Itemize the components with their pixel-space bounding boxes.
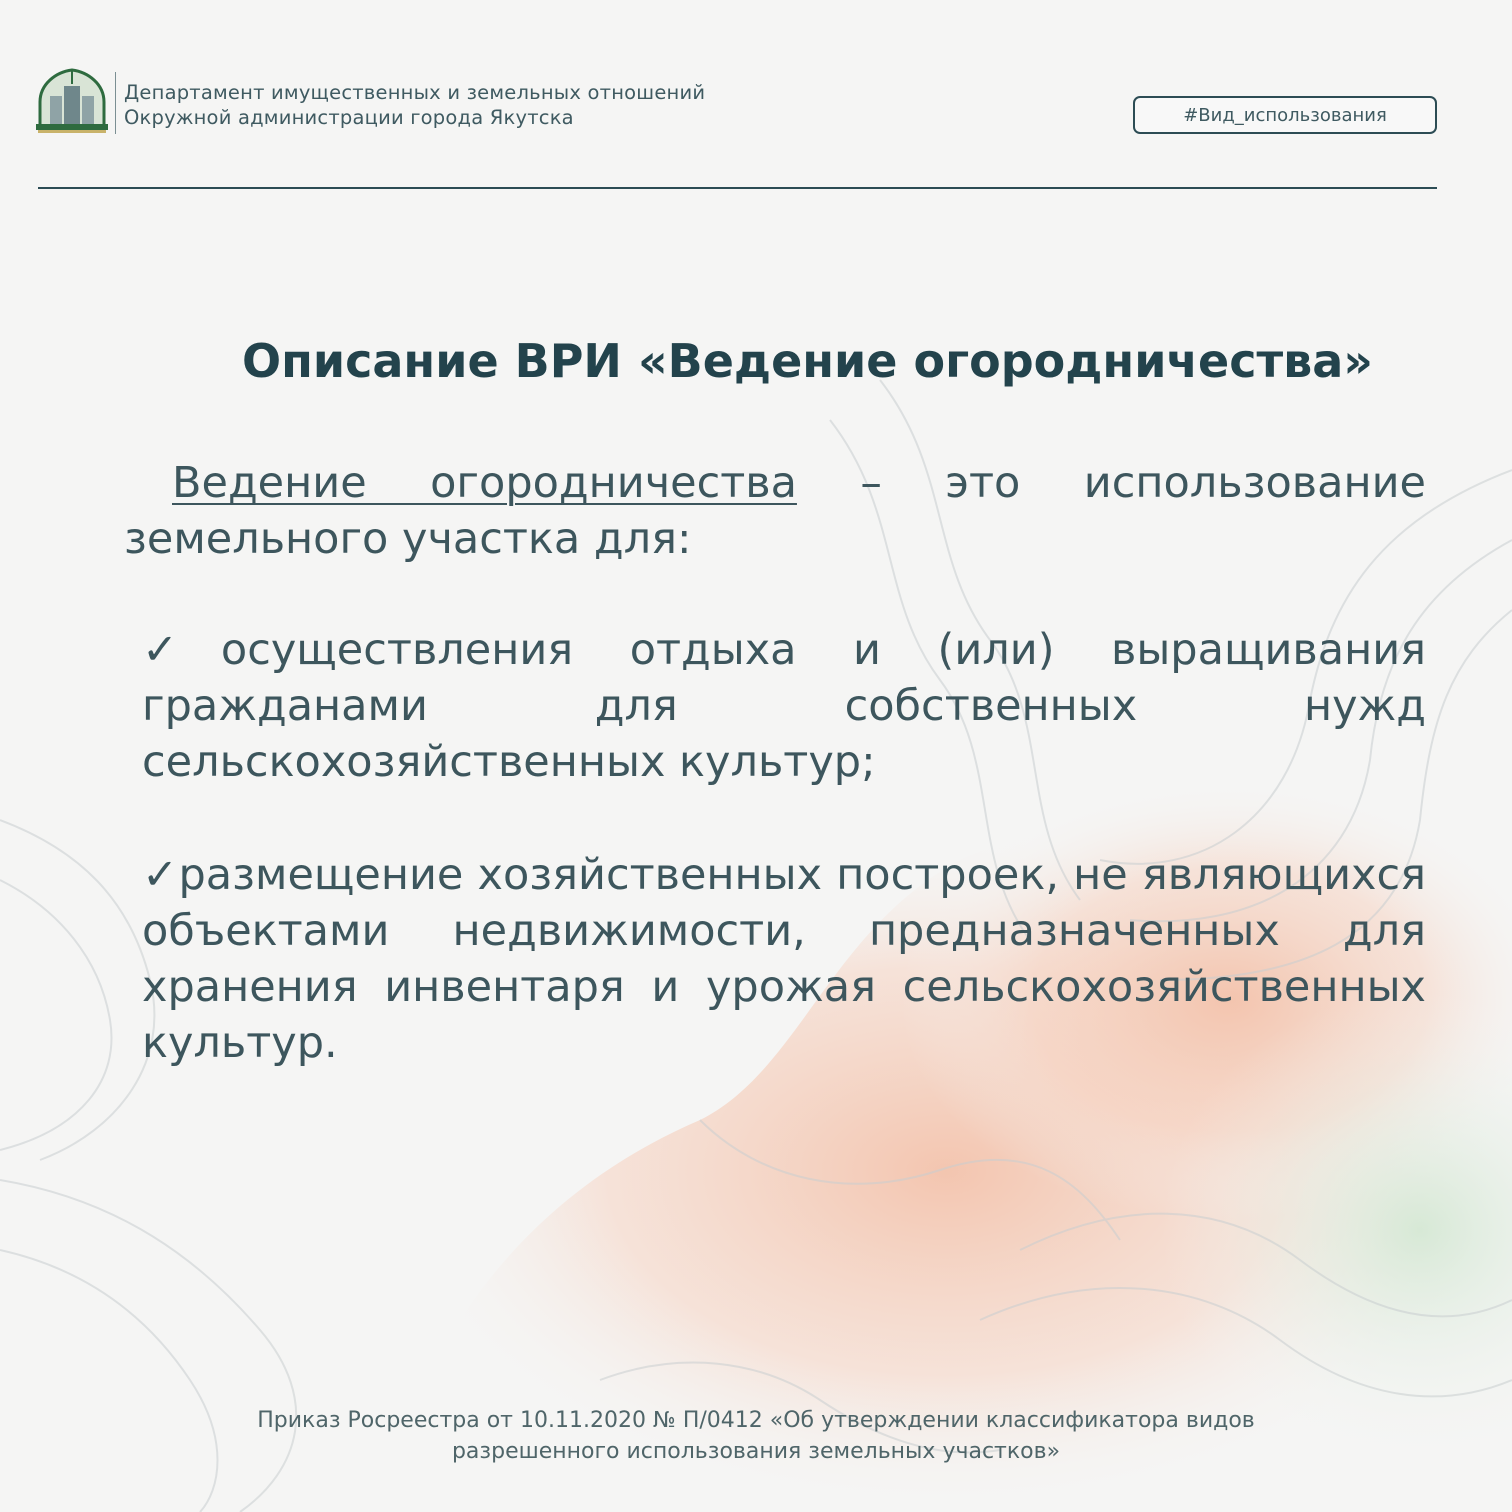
logo-divider [115, 72, 116, 134]
page-title: Описание ВРИ «Ведение огородничества» [242, 334, 1373, 388]
hashtag-badge: #Вид_использования [1133, 96, 1437, 134]
list-item [142, 847, 1426, 1071]
checkmark-icon: ✓ [142, 850, 179, 900]
footer-source-note [0, 1405, 1512, 1467]
list-item-text: осуществления отдыха и (или) выращивания гражданами для собственных нужд сельскохозяйственных культур; [142, 625, 1427, 787]
intro-rest: – это использование земельного участка для: [124, 458, 1426, 564]
checkmark-icon: ✓ [142, 625, 221, 675]
list-item-text: размещение хозяйственных построек, не являющихся объектами недвижимости, предназначенных для хранения инвентаря и урожая сельскохозяйственных культур. [142, 850, 1426, 1068]
header-divider [38, 187, 1437, 189]
department-name [124, 80, 705, 130]
footer-line1: Приказ Росреестра от 10.11.2020 № П/0412 «Об утверждении классификатора видов [257, 1408, 1255, 1433]
intro-paragraph [124, 455, 1426, 567]
footer-line2: разрешенного использования земельных участков» [451, 1439, 1061, 1464]
department-name-line2: Окружной администрации города Якутска [124, 106, 574, 129]
intro-term: Ведение огородничества [172, 458, 797, 508]
department-logo-icon [36, 66, 108, 134]
department-name-line1: Департамент имущественных и земельных отношений [124, 81, 706, 104]
list-item [142, 622, 1426, 790]
